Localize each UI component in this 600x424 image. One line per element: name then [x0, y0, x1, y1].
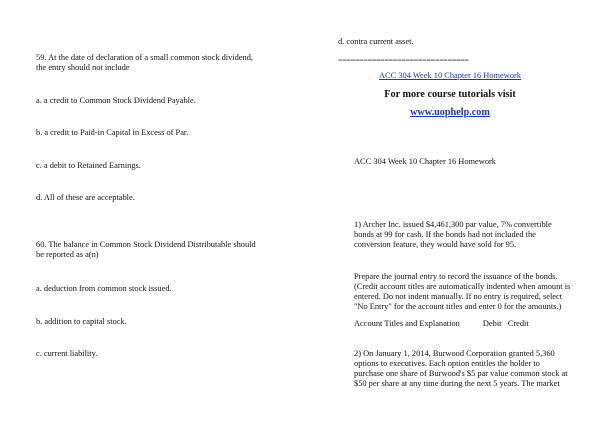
q60-option-a: a. deduction from common stock issued.	[36, 284, 172, 293]
q60-stem-line1: 60. The balance in Common Stock Dividend Distributable should	[36, 240, 256, 249]
q60-option-c: c. current liability.	[36, 349, 98, 358]
instructions-line2: (Credit account titles are automatically indented when amount is	[354, 282, 571, 291]
right-page	[300, 0, 600, 424]
site-link-row	[300, 107, 600, 119]
problem1-line1: 1) Archer Inc. issued $4,461,300 par value, 7% convertible	[354, 220, 552, 229]
problem2-line3: purchase one share of Burwood's $5 par value common stock at	[354, 369, 568, 378]
q59-option-d: d. All of these are acceptable.	[36, 193, 135, 202]
problem1-line3: conversion feature, they would have sold for 95.	[354, 240, 517, 249]
q59-stem-line2: the entry should not include	[36, 63, 130, 72]
promo-text: For more course tutorials visit	[384, 89, 516, 100]
q59-option-c: c. a debit to Retained Earnings.	[36, 161, 141, 170]
instructions-line4: "No Entry" for the account titles and enter 0 for the amounts.)	[354, 302, 562, 311]
header-link-row	[300, 71, 600, 82]
problem2-line4: $50 per share at any time during the next 5 years. The market	[354, 379, 560, 388]
q59-option-b: b. a credit to Paid-in Capital in Excess of Par.	[36, 128, 189, 137]
q59-stem-line1: 59. At the date of declaration of a small common stock dividend,	[36, 53, 253, 62]
prev-question-option-d: d. contra current asset.	[338, 37, 414, 46]
instructions-line1: Prepare the journal entry to record the issuance of the bonds.	[354, 272, 558, 281]
problem2-line2: options to executives. Each option entitles the holder to	[354, 359, 540, 368]
section-title: ACC 304 Week 10 Chapter 16 Homework	[354, 157, 496, 166]
journal-table-header: Account Titles and Explanation Debit Credit	[354, 319, 529, 328]
q60-option-b: b. addition to capital stock.	[36, 317, 127, 326]
q59-option-a: a. a credit to Common Stock Dividend Payable.	[36, 96, 196, 105]
separator-line: ===============================	[338, 56, 469, 65]
instructions-line3: entered. Do not indent manually. If no entry is required, select	[354, 292, 563, 301]
problem1-line2: bonds at 99 for cash. If the bonds had not included the	[354, 230, 536, 239]
q60-stem-line2: be reported as a(n)	[36, 250, 99, 259]
homework-title-link[interactable]: ACC 304 Week 10 Chapter 16 Homework	[379, 71, 521, 80]
site-link[interactable]: www.uophelp.com	[410, 107, 490, 118]
problem2-line1: 2) On January 1, 2014, Burwood Corporation granted 5,360	[354, 349, 555, 358]
